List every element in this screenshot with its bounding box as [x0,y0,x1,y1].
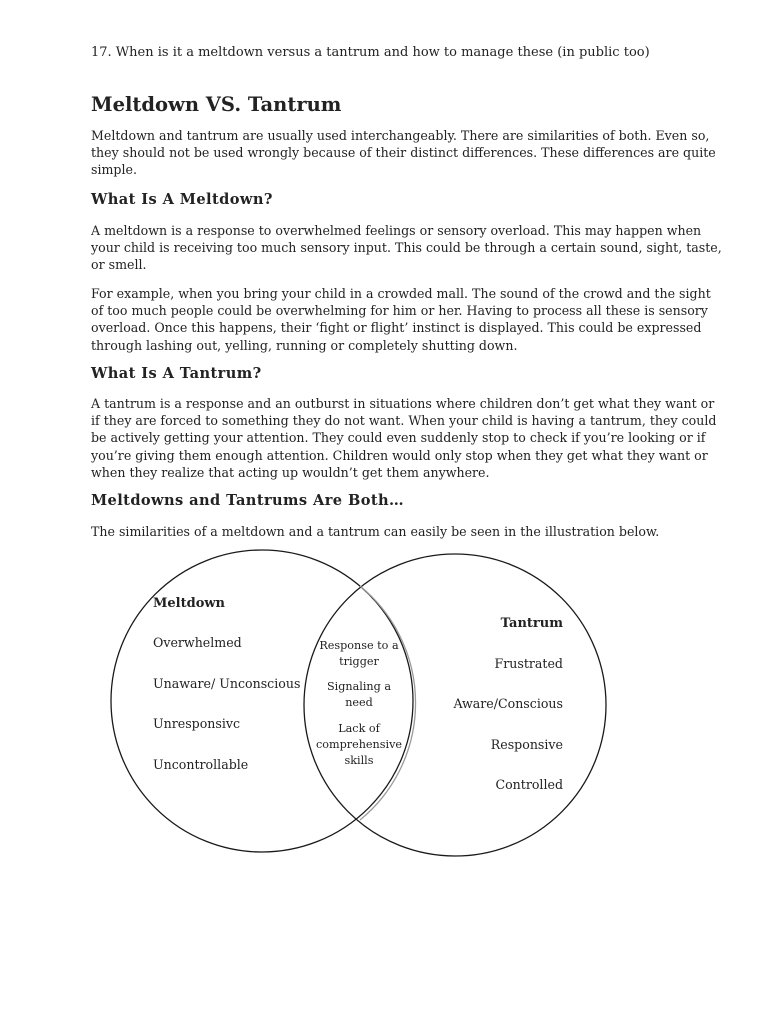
text-line: your child is receiving too much sensory input. This could be through a certain sound, sight, taste, [91,240,722,256]
text-line: be actively getting your attention. They could even suddenly stop to check if you’re looking or if [91,430,706,446]
text-line: of too much people could be overwhelming for him or her. Having to process all these is sensory [91,303,708,319]
text-line: they should not be used wrongly because of their distinct differences. These differences are quite [91,145,716,161]
tantrum-heading: What Is A Tantrum? [91,365,262,382]
both-heading: Meltdowns and Tantrums Are Both… [91,492,404,509]
meltdown-item: Unaware/ Unconscious [153,676,301,691]
overlap-item-line: skills [344,754,374,767]
tantrum-item: Frustrated [494,656,563,671]
text-line: overload. Once this happens, their ‘fight or flight’ instinct is displayed. This could be expressed [91,320,702,336]
overlap-item-line: trigger [339,655,379,668]
overlap-item-line: Signaling a [326,680,392,693]
meltdown-item: Overwhelmed [153,635,242,650]
tantrum-item: Responsive [490,737,563,752]
text-line: For example, when you bring your child in a crowded mall. The sound of the crowd and the sight [91,286,711,301]
overlap-item-line: Response to a [319,639,399,652]
tantrum-title: Tantrum [500,616,563,631]
text-line: if they are forced to something they do not want. When your child is having a tantrum, they could [91,413,717,429]
question-line: 17. When is it a meltdown versus a tantrum and how to manage these (in public too) [91,45,650,60]
text-line: simple. [91,162,137,178]
meltdown-item: Uncontrollable [153,757,249,772]
text-line: A meltdown is a response to overwhelmed feelings or sensory overload. This may happen when [91,223,702,238]
text-line: you’re giving them enough attention. Children would only stop when they get what they want or [91,447,708,463]
meltdown-title: Meltdown [153,596,226,611]
page-title: Meltdown VS. Tantrum [91,93,342,116]
text-line: A tantrum is a response and an outburst in situations where children don’t get what they want or [91,396,715,411]
overlap-item-line: Lack of [338,722,380,735]
text-line: when they realize that acting up wouldn’t get them anywhere. [91,464,490,480]
meltdown-heading: What Is A Meltdown? [91,191,273,208]
text-line: The similarities of a meltdown and a tantrum can easily be seen in the illustration below. [91,524,660,539]
tantrum-item: Aware/Conscious [453,696,563,711]
overlap-item-line: comprehensive [315,738,403,751]
text-line: or smell. [91,257,147,273]
text-line: Meltdown and tantrum are usually used interchangeably. There are similarities of both. Even so, [91,128,710,143]
text-line: through lashing out, yelling, running or completely shutting down. [91,337,518,353]
meltdown-item: Unresponsivc [153,716,241,731]
tantrum-item: Controlled [495,777,563,792]
overlap-item-line: need [345,696,373,709]
